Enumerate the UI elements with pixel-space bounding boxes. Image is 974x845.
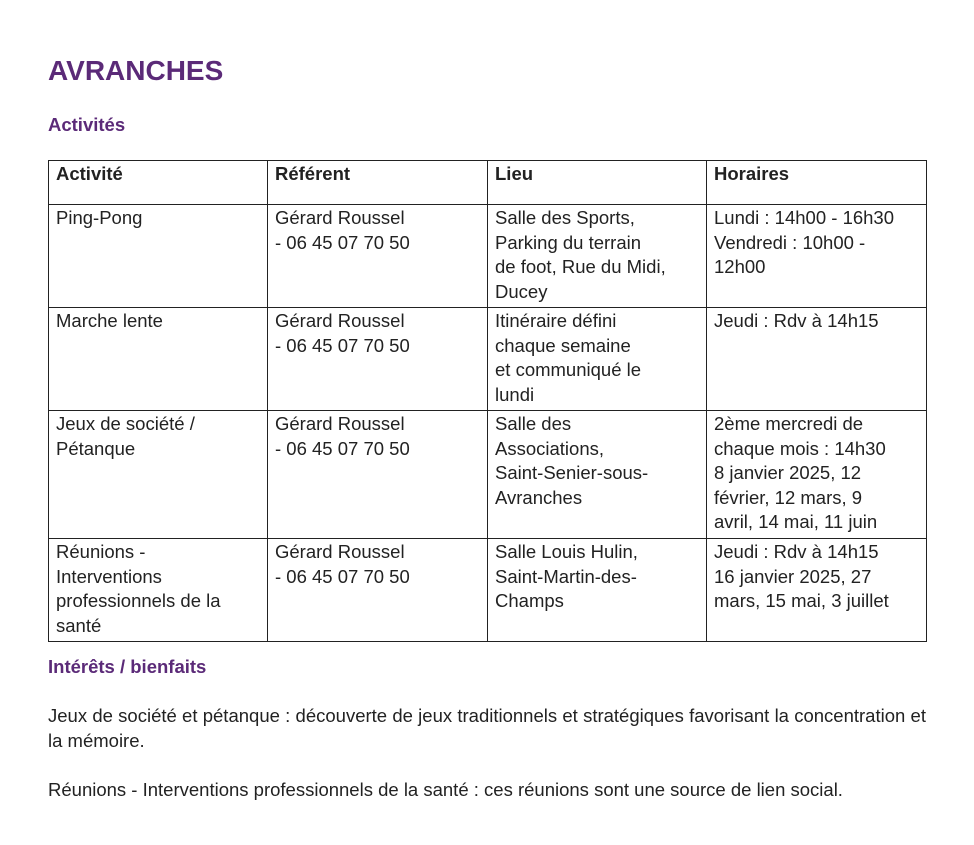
cell-activite [49,411,268,539]
cell-line: Interventions [56,565,162,587]
cell-lieu [488,539,707,642]
cell-line: Saint-Senier-sous- [495,462,649,484]
cell-line: Salle des [495,413,572,434]
cell-line: santé [56,614,102,636]
table-header-row [49,161,927,205]
cell-line: lundi [495,383,535,405]
cell-line: - 06 45 07 70 50 [275,565,410,587]
cell-lieu [488,308,707,411]
cell-line: de foot, Rue du Midi, [495,256,666,278]
cell-line: Ping-Pong [56,207,143,228]
cell-line: et communiqué le [495,359,642,381]
cell-line: 8 janvier 2025, 12 [714,462,862,484]
cell-lieu [488,205,707,308]
cell-line: mars, 15 mai, 3 juillet [714,590,889,612]
cell-line: Gérard Roussel [275,541,405,562]
cell-line: 16 janvier 2025, 27 [714,565,872,587]
benefits-heading: Intérêts / bienfaits [48,656,207,677]
cell-line: Itinéraire défini [495,310,617,331]
cell-line: Ducey [495,280,548,302]
cell-line: Salle des Sports, [495,207,635,228]
cell-line: Vendredi : 10h00 - [714,231,866,253]
cell-line: Lundi : 14h00 - 16h30 [714,207,895,228]
cell-horaires [707,539,927,642]
cell-referent [268,205,488,308]
cell-line: Gérard Roussel [275,413,405,434]
cell-line: Champs [495,590,564,612]
benefit-paragraph-games: Jeux de société et pétanque : découverte de jeux traditionnels et stratégiques favorisant la concentration et la mémoire. [48,705,926,751]
cell-line: - 06 45 07 70 50 [275,334,410,356]
cell-line: avril, 14 mai, 11 juin [714,511,878,533]
cell-referent [268,308,488,411]
table-row [49,205,927,308]
cell-line: Parking du terrain [495,231,642,253]
cell-line: - 06 45 07 70 50 [275,231,410,253]
header-activite: Activité [49,161,268,205]
cell-horaires [707,308,927,411]
cell-activite [49,308,268,411]
cell-horaires [707,411,927,539]
table-row [49,539,927,642]
cell-line: Jeux de société / [56,413,195,434]
cell-line: Pétanque [56,437,136,459]
cell-activite [49,539,268,642]
cell-line: chaque semaine [495,334,631,356]
table-row [49,308,927,411]
cell-lieu [488,411,707,539]
activities-table [48,160,927,642]
activities-heading: Activités [48,114,126,135]
cell-line: Jeudi : Rdv à 14h15 [714,310,879,331]
cell-line: 2ème mercredi de [714,413,864,434]
page-title: AVRANCHES [48,55,224,86]
header-horaires: Horaires [707,161,927,205]
cell-line: Réunions - [56,541,146,562]
cell-referent [268,539,488,642]
cell-activite [49,205,268,308]
benefit-paragraph-meetings: Réunions - Interventions professionnels de la santé : ces réunions sont une source de lien social. [48,779,843,800]
cell-line: Associations, [495,437,604,459]
cell-line: Gérard Roussel [275,207,405,228]
cell-line: professionnels de la [56,590,221,612]
table-row [49,411,927,539]
cell-line: Avranches [495,486,583,508]
cell-line: Jeudi : Rdv à 14h15 [714,541,879,562]
header-lieu: Lieu [488,161,707,205]
cell-line: 12h00 [714,256,766,278]
cell-line: février, 12 mars, 9 [714,486,863,508]
cell-line: Marche lente [56,310,163,331]
cell-horaires [707,205,927,308]
cell-line: Gérard Roussel [275,310,405,331]
header-referent: Référent [268,161,488,205]
cell-line: Saint-Martin-des- [495,565,637,587]
cell-line: - 06 45 07 70 50 [275,437,410,459]
cell-line: Salle Louis Hulin, [495,541,638,562]
cell-referent [268,411,488,539]
cell-line: chaque mois : 14h30 [714,437,886,459]
